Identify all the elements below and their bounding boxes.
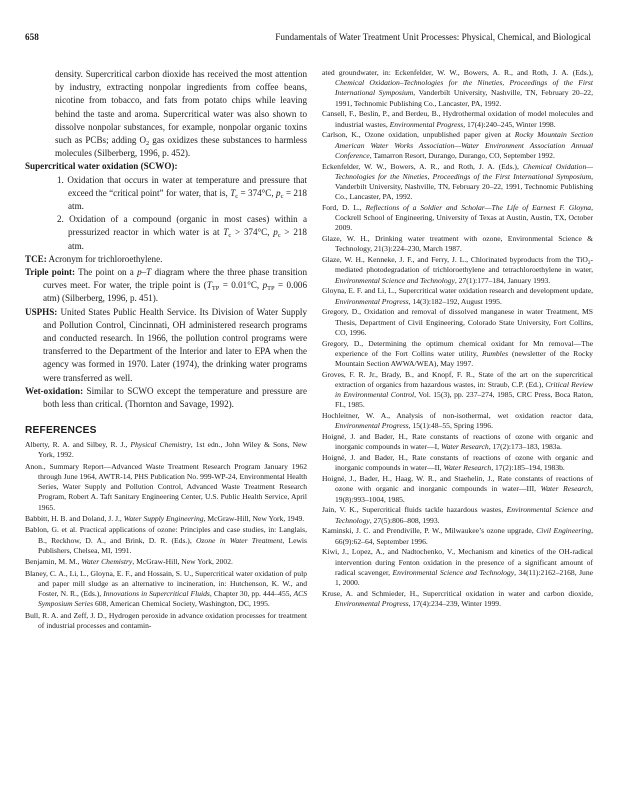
running-head <box>25 32 591 46</box>
reference-entry: Glaze, W. H., Kenneke, J. F., and Ferry, J. L., Chlorinated byproducts from the TiO$_2$-mediated photodegradation of trichloroethylene and tetrachloroethylene in water, Environmental Science and Technology, 27(1):177–184, January 1993. <box>322 255 593 285</box>
reference-entry: Kiwi, J., Lopez, A., and Nadtochenko, V., Mechanism and kinetics of the OH-radical intervention during Fenton oxidation in the presence of a significant amount of radical scavenger, Environmental Science and Technology, 34(11):2162–2168, June 1, 2000. <box>322 547 594 588</box>
references-heading: REFERENCES <box>25 425 97 437</box>
scwo-definition-1: 1. Oxidation that occurs in water at temperature and pressure that exceed the “critical point” for water, that is, $T_c = 374^\circ C$, $p_c = 218$ atm. <box>57 174 307 212</box>
page-number: 658 <box>25 32 39 42</box>
reference-entry: Kaminski, J. C. and Prendiville, P. W., Milwaukee’s ozone upgrade, Civil Engineering, 66(9):62–64, September 1996. <box>322 526 593 546</box>
glossary-intro-paragraph: density. Supercritical carbon dioxide has received the most attention by industry, extracting nonpolar ingredients from coffee beans, nicotine from tobacco, and fats from potato chips while leaving behind the taste and aroma. Supercritical water was also shown to dissolve nonpolar substances, for example, nonpolar organic toxins such as PCBs; adding $O_2$ gas oxidizes these substances to harmless molecules (Silberberg, 1996, p. 452). <box>55 69 307 159</box>
glossary-entry-tce: TCE: Acronym for trichloroethylene. <box>25 253 163 264</box>
reference-entry: Blaney, C. A., Li, L., Gloyna, E. F., and Hossain, S. U., Supercritical water oxidation of pulp and paper mill sludge as an alternative to incineration, in: Hutchenson, K. W., and Foster, N. R., (Eds.), Innovations in Supercritical Fluids, Chapter 30, pp. 444–455, ACS Symposium Series 608, American Chemical Society, Washington, DC, 1995. <box>25 568 307 609</box>
reference-entry: Ford, D. L., Reflections of a Soldier and Scholar—The Life of Earnest F. Gloyna, Cockrell School of Engineering, University of Texas at Austin, Austin, TX, October 2009. <box>322 203 593 233</box>
glossary-entry-usphs: USPHS: United States Public Health Service. Its Division of Water Supply and Pollution Control, Cincinnati, OH administered research programs and conducted research. In 1966, the pollution control programs were transferred to the Department of the Interior and later to EPA when the agency was formed in 1970. Later (1974), the drinking water programs were transferred as well. <box>25 306 307 383</box>
glossary-term: Supercritical water oxidation (SCWO): <box>25 161 178 172</box>
reference-entry: ated groundwater, in: Eckenfelder, W. W., Bowers, A. R., and Roth, J. A. (Eds.), Chemical Oxidation–Technologies for the Nineties, Proceedings of the First International Symposium, Vanderbilt University, Nashville, TN, February 20–22, 1991, Technomic Publishing Co., Lancaster, PA, 1992. <box>322 68 593 108</box>
reference-entry: Anon., Summary Report—Advanced Waste Treatment Research Program January 1962 through June 1964, AWTR-14, PHS Publication No. 999-WP-24, Environmental Health Series, Water Supply and Pollution Control, Advanced Waste Treatment Research Program, Robert A. Taft Sanitary Engineering Center, U.S. Public Health Service, April 1965. <box>25 461 307 512</box>
right-column <box>322 68 593 610</box>
reference-entry: Benjamin, M. M., Water Chemistry, McGraw-Hill, New York, 2002. <box>25 557 233 567</box>
reference-entry: Eckenfelder, W. W., Bowers, A. R., and Roth, J. A. (Eds.), Chemical Oxidation—Technologies for the Nineties, Proceedings of the First International Symposium, Vanderbilt University, Nashville, TN, February 20–22, 1991, Technomic Publishing Co., Lancaster, PA, 1992. <box>322 161 593 202</box>
reference-entry: Bablon, G. et al. Practical applications of ozone: Principles and case studies, in: Langlais, B., Reckhow, D. A., and Brink, D. R. (Eds.), Ozone in Water Treatment, Lewis Publishers, Chelsea, MI, 1991. <box>25 525 307 555</box>
references-list-left <box>25 440 307 631</box>
references-list-right <box>322 68 593 609</box>
reference-entry: Glaze, W. H., Drinking water treatment with ozone, Environmental Science & Technology, 21(3):224–230, March 1987. <box>322 234 593 254</box>
reference-entry: Jain, V. K., Supercritical fluids tackle hazardous wastes, Environmental Science and Technology, 27(5):806–808, 1993. <box>322 505 593 525</box>
reference-entry: Gregory, D., Oxidation and removal of dissolved manganese in water Treatment, MS Thesis, Department of Civil Engineering, Colorado State University, Fort Collins, CO, 1996. <box>322 307 593 337</box>
reference-entry: Alberty, R. A. and Silbey, R. J., Physical Chemistry, 1st edn., John Wiley & Sons, New York, 1992. <box>25 440 308 460</box>
reference-entry: Babbitt, H. B. and Doland, J. J., Water Supply Engineering, McGraw-Hill, New York, 1949. <box>25 514 305 524</box>
reference-entry: Kruse, A. and Schmieder, H., Supercritical oxidation in water and carbon dioxide, Environmental Progress, 17(4):234–239, Winter 1999. <box>322 588 593 609</box>
reference-entry: Carlson, K., Ozone oxidation, unpublished paper given at Rocky Mountain Section American Water Works Association—Water Environment Association Annual Conference, Tamarron Resort, Durango, Durango, CO, September 1992. <box>322 130 593 160</box>
glossary-entry-scwo <box>25 160 307 252</box>
reference-entry: Hoigné, J. and Bader, H., Rate constants of reactions of ozone with organic and inorganic compounds in water—II, Water Research, 17(2):185–194, 1983b. <box>322 453 593 473</box>
glossary-entry-wet-oxidation: Wet-oxidation: Similar to SCWO except the temperature and pressure are both less than critical. (Thornton and Savage, 1992). <box>25 385 307 410</box>
reference-entry: Hochleitner, W. A., Analysis of non-isothermal, wet oxidation reactor data, Environmental Progress, 15(1):48–55, Spring 1996. <box>322 411 593 431</box>
scwo-definition-2: 2. Oxidation of a compound (organic in most cases) within a pressurized reactor in which water is at $T_c > 374^\circ C$, $p_c > 218$ atm. <box>57 214 307 251</box>
reference-entry: Hoigné, J., Bader, H., Haag, W. R., and Staehelin, J., Rate constants of reactions of ozone with organic and inorganic compounds in water—III, Water Research, 19(8):993–1004, 1985. <box>322 474 593 504</box>
book-title: Fundamentals of Water Treatment Unit Processes: Physical, Chemical, and Biological <box>275 32 591 42</box>
reference-entry: Hoigné, J. and Bader, H., Rate constants of reactions of ozone with organic and inorganic compounds in water—I, Water Research, 17(2):173–183, 1983a. <box>322 432 593 452</box>
reference-entry: Groves, F. R. Jr., Brady, B., and Knopf, F. R., State of the art on the supercritical extraction of organics from hazardous wastes, in: Straub, C.P. (Ed.), Critical Review in Environmental Control, Vol. 15(3), pp. 237–274, 1985, CRC Press, Boca Raton, FL, 1985. <box>322 369 594 410</box>
glossary-entry-triple-point: Triple point: The point on a p–T diagram where the three phase transition curves meet. For water, the triple point is ($T_{TP} = 0.01^\circ C$, $p_{TP} = 0.006$ atm) (Silberberg, 1996, p. 451). <box>25 267 308 304</box>
reference-entry: Gloyna, E. F. and Li, L., Supercritical water oxidation research and development update, Environmental Progress, 14(3):182–192, August 1995. <box>322 286 593 306</box>
left-column <box>25 68 307 632</box>
reference-entry: Gregory, D., Determining the optimum chemical oxidant for Mn removal—The experience of the Fort Collins water utility, Rumbles (newsletter of the Rocky Mountain Section AWWA/WEA), May 1997. <box>322 338 593 369</box>
reference-entry: Bull, R. A. and Zeff, J. D., Hydrogen peroxide in advance oxidation processes for treatment of industrial processes and contamin- <box>25 610 307 630</box>
reference-entry: Cansell, F., Beslin, P., and Berdeu, B., Hydrothermal oxidation of model molecules and industrial wastes, Environmental Progress, 17(4):240–245, Winter 1998. <box>322 109 593 129</box>
